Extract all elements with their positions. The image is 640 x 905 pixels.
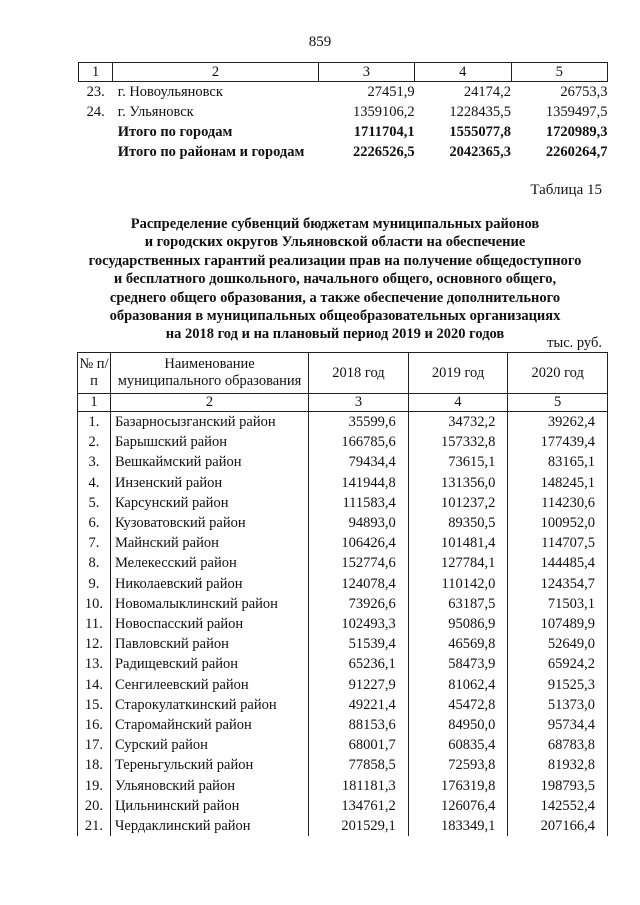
value-2020: 177439,4 xyxy=(508,432,608,452)
municipality-name: Павловский район xyxy=(110,634,308,654)
municipality-name: Барышский район xyxy=(110,432,308,452)
row-number: 13. xyxy=(78,654,111,674)
value-2019: 101481,4 xyxy=(408,533,508,553)
municipality-name: Ульяновский район xyxy=(110,776,308,796)
value-2018: 124078,4 xyxy=(309,574,409,594)
value-2020: 71503,1 xyxy=(508,594,608,614)
value-2020: 114707,5 xyxy=(508,533,608,553)
value-2019: 45472,8 xyxy=(408,695,508,715)
table-row xyxy=(78,412,608,433)
municipality-name: Итого по городам xyxy=(117,124,233,140)
value-2018: 181181,3 xyxy=(309,776,409,796)
table-row xyxy=(78,654,608,674)
table-title xyxy=(70,215,600,344)
value-2018: 1711704,1 xyxy=(353,124,415,140)
municipality-name: Чердаклинский район xyxy=(110,816,308,836)
table-row xyxy=(78,796,608,816)
value-2018: 73926,6 xyxy=(309,594,409,614)
value-2020: 1359497,5 xyxy=(545,104,608,120)
table-row xyxy=(78,493,608,513)
value-2020: 83165,1 xyxy=(508,452,608,472)
column-number: 4 xyxy=(408,394,508,412)
title-line: образования в муниципальных общеобразовательных организациях xyxy=(109,308,561,325)
value-2018: 77858,5 xyxy=(309,755,409,775)
municipality-name: Вешкаймский район xyxy=(110,452,308,472)
value-2020: 65924,2 xyxy=(508,654,608,674)
value-2019: 58473,9 xyxy=(408,654,508,674)
value-2019: 127784,1 xyxy=(408,553,508,573)
value-2019: 34732,2 xyxy=(408,412,508,433)
value-2020: 2260264,7 xyxy=(545,144,608,160)
title-line: и бесплатного дошкольного, начального общего, основного общего, xyxy=(113,271,557,288)
value-2019: 89350,5 xyxy=(408,513,508,533)
value-2020: 198793,5 xyxy=(508,776,608,796)
table-row xyxy=(78,574,608,594)
table-row xyxy=(78,473,608,493)
value-2020: 142552,4 xyxy=(508,796,608,816)
municipality-name: Инзенский район xyxy=(110,473,308,493)
value-2018: 111583,4 xyxy=(309,493,409,513)
column-number: 1 xyxy=(78,394,111,412)
municipality-name: Радищевский район xyxy=(110,654,308,674)
row-number: 19. xyxy=(78,776,111,796)
row-number: 16. xyxy=(78,715,111,735)
header-name: Наименование муниципального образования xyxy=(110,353,308,394)
value-2019: 81062,4 xyxy=(408,675,508,695)
table-row xyxy=(79,82,608,103)
value-2020: 26753,3 xyxy=(560,84,608,100)
value-2018: 102493,3 xyxy=(309,614,409,634)
row-number: 17. xyxy=(78,735,111,755)
value-2018: 27451,9 xyxy=(367,84,415,100)
municipality-name: Майнский район xyxy=(110,533,308,553)
value-2019: 24174,2 xyxy=(463,84,512,100)
value-2018: 2226526,5 xyxy=(352,144,415,160)
value-2018: 1359106,2 xyxy=(352,104,415,120)
municipality-name: г. Ульяновск xyxy=(117,104,194,120)
value-2019: 46569,8 xyxy=(408,634,508,654)
header-row xyxy=(78,353,608,394)
row-number: 7. xyxy=(78,533,111,553)
row-number: 14. xyxy=(78,675,111,695)
municipality-name: Цильнинский район xyxy=(110,796,308,816)
row-number: 15. xyxy=(78,695,111,715)
column-number: 2 xyxy=(113,63,318,82)
value-2018: 106426,4 xyxy=(309,533,409,553)
column-number: 1 xyxy=(79,63,113,82)
value-2020: 95734,4 xyxy=(508,715,608,735)
value-2018: 65236,1 xyxy=(309,654,409,674)
row-number: 20. xyxy=(78,796,111,816)
municipality-name: Новоспасский район xyxy=(110,614,308,634)
value-2019: 63187,5 xyxy=(408,594,508,614)
value-2018: 91227,9 xyxy=(309,675,409,695)
row-number: 11. xyxy=(78,614,111,634)
value-2019: 73615,1 xyxy=(408,452,508,472)
units-label: тыс. руб. xyxy=(547,335,602,351)
table-row xyxy=(79,102,608,122)
row-number: 9. xyxy=(78,574,111,594)
municipality-name: Мелекесский район xyxy=(110,553,308,573)
table-row xyxy=(78,533,608,553)
value-2019: 183349,1 xyxy=(408,816,508,836)
table-row xyxy=(78,634,608,654)
municipality-name: г. Новоульяновск xyxy=(117,84,223,100)
value-2020: 52649,0 xyxy=(508,634,608,654)
value-2018: 94893,0 xyxy=(309,513,409,533)
table-caption: Таблица 15 xyxy=(530,182,602,198)
title-line: и городских округов Ульяновской области на обеспечение xyxy=(144,234,526,251)
column-number: 3 xyxy=(318,63,414,82)
value-2018: 79434,4 xyxy=(309,452,409,472)
value-2018: 134761,2 xyxy=(309,796,409,816)
row-number: 4. xyxy=(78,473,111,493)
table-row xyxy=(78,594,608,614)
row-number: 3. xyxy=(78,452,111,472)
value-2020: 1720989,3 xyxy=(545,124,608,140)
value-2018: 88153,6 xyxy=(309,715,409,735)
municipality-name: Старомайнский район xyxy=(110,715,308,735)
table-row xyxy=(78,816,608,836)
column-number: 4 xyxy=(415,63,511,82)
value-2018: 35599,6 xyxy=(309,412,409,433)
value-2018: 51539,4 xyxy=(309,634,409,654)
table-row xyxy=(78,432,608,452)
municipality-name: Карсунский район xyxy=(110,493,308,513)
municipality-name: Сурский район xyxy=(110,735,308,755)
title-line: Распределение субвенций бюджетам муниципальных районов xyxy=(130,216,540,232)
table-row xyxy=(78,695,608,715)
value-2020: 91525,3 xyxy=(508,675,608,695)
table-row xyxy=(79,122,608,142)
value-2019: 84950,0 xyxy=(408,715,508,735)
value-2019: 72593,8 xyxy=(408,755,508,775)
row-number: 21. xyxy=(78,816,111,836)
municipality-name: Итого по районам и городам xyxy=(117,144,305,160)
row-number: 24. xyxy=(86,104,105,120)
row-number: 18. xyxy=(78,755,111,775)
title-line: среднего общего образования, а также обеспечение дополнительного xyxy=(109,289,561,306)
value-2018: 152774,6 xyxy=(309,553,409,573)
municipality-name: Новомалыклинский район xyxy=(110,594,308,614)
value-2019: 60835,4 xyxy=(408,735,508,755)
value-2020: 148245,1 xyxy=(508,473,608,493)
page-number: 859 xyxy=(308,34,332,50)
value-2020: 107489,9 xyxy=(508,614,608,634)
municipality-name: Тереньгульский район xyxy=(110,755,308,775)
column-number-row xyxy=(79,63,608,82)
table-row xyxy=(78,735,608,755)
table-row xyxy=(78,675,608,695)
value-2020: 144485,4 xyxy=(508,553,608,573)
value-2018: 141944,8 xyxy=(309,473,409,493)
table-row xyxy=(78,715,608,735)
row-number: 1. xyxy=(78,412,111,433)
table-row xyxy=(79,142,608,162)
value-2019: 157332,8 xyxy=(408,432,508,452)
row-number: 12. xyxy=(78,634,111,654)
value-2019: 110142,0 xyxy=(408,574,508,594)
municipality-name: Кузоватовский район xyxy=(110,513,308,533)
value-2019: 176319,8 xyxy=(408,776,508,796)
row-number: 23. xyxy=(86,84,105,100)
title-line: государственных гарантий реализации прав на получение общедоступного xyxy=(88,252,582,269)
header-2018: 2018 год xyxy=(309,353,409,394)
row-number: 10. xyxy=(78,594,111,614)
value-2020: 114230,6 xyxy=(508,493,608,513)
row-number xyxy=(79,122,113,142)
value-2019: 1228435,5 xyxy=(449,104,512,120)
subvention-table xyxy=(77,352,608,836)
value-2018: 166785,6 xyxy=(309,432,409,452)
table-row xyxy=(78,553,608,573)
column-number-row xyxy=(78,394,608,412)
value-2019: 126076,4 xyxy=(408,796,508,816)
municipality-name: Николаевский район xyxy=(110,574,308,594)
header-number: № п/п xyxy=(78,353,111,394)
header-2020: 2020 год xyxy=(508,353,608,394)
value-2018: 49221,4 xyxy=(309,695,409,715)
continuation-table xyxy=(78,62,608,162)
row-number xyxy=(79,142,113,162)
title-line: на 2018 год и на плановый период 2019 и 2020 годов xyxy=(165,326,505,343)
municipality-name: Старокулаткинский район xyxy=(110,695,308,715)
municipality-name: Сенгилеевский район xyxy=(110,675,308,695)
value-2018: 201529,1 xyxy=(309,816,409,836)
table-row xyxy=(78,776,608,796)
value-2020: 51373,0 xyxy=(508,695,608,715)
value-2019: 131356,0 xyxy=(408,473,508,493)
column-number: 5 xyxy=(511,63,607,82)
value-2019: 2042365,3 xyxy=(449,144,512,160)
value-2020: 81932,8 xyxy=(508,755,608,775)
table-row xyxy=(78,452,608,472)
value-2020: 207166,4 xyxy=(508,816,608,836)
row-number: 5. xyxy=(78,493,111,513)
value-2019: 1555077,8 xyxy=(449,124,512,140)
header-2019: 2019 год xyxy=(408,353,508,394)
value-2018: 68001,7 xyxy=(309,735,409,755)
table-row xyxy=(78,614,608,634)
value-2020: 68783,8 xyxy=(508,735,608,755)
column-number: 3 xyxy=(309,394,409,412)
column-number: 2 xyxy=(110,394,308,412)
table-row xyxy=(78,755,608,775)
table-row xyxy=(78,513,608,533)
row-number: 2. xyxy=(78,432,111,452)
row-number: 8. xyxy=(78,553,111,573)
column-number: 5 xyxy=(508,394,608,412)
value-2020: 39262,4 xyxy=(508,412,608,433)
value-2019: 95086,9 xyxy=(408,614,508,634)
value-2020: 100952,0 xyxy=(508,513,608,533)
value-2019: 101237,2 xyxy=(408,493,508,513)
row-number: 6. xyxy=(78,513,111,533)
municipality-name: Базарносызганский район xyxy=(110,412,308,433)
value-2020: 124354,7 xyxy=(508,574,608,594)
